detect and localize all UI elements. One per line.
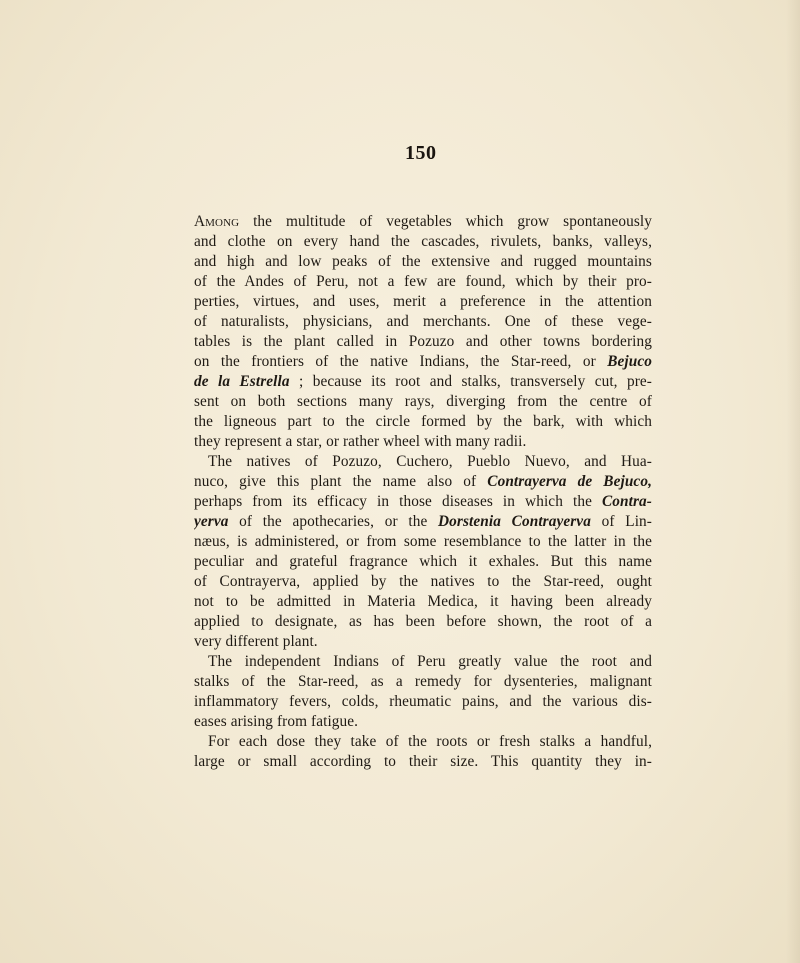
italic-term: Contra- — [601, 493, 652, 510]
text-line: eases arising from fatigue. — [194, 713, 359, 730]
text-span: the multitude of vegetables which grow spontaneously — [239, 213, 652, 230]
text-line: and clothe on every hand the cascades, rivulets, banks, valleys, — [194, 233, 652, 250]
text-line — [194, 512, 652, 532]
paragraph-start-line: The natives of Pozuzo, Cuchero, Pueblo Nuevo, and Hua- — [208, 453, 652, 470]
text-line: the ligneous part to the circle formed by the bark, with which — [194, 413, 652, 430]
text-line: of Contrayerva, applied by the natives to the Star-reed, ought — [194, 573, 652, 590]
text-line — [194, 352, 652, 372]
text-span: nuco, give this plant the name also of — [194, 473, 488, 490]
text-line — [194, 472, 652, 492]
text-line: stalks of the Star-reed, as a remedy for dysenteries, malignant — [194, 673, 652, 690]
italic-term: yerva — [194, 513, 229, 530]
italic-term: Dorstenia Contrayerva — [438, 513, 591, 530]
italic-term: Bejuco — [607, 353, 652, 370]
text-span: of Lin- — [590, 513, 652, 530]
paragraph-start-line: For each dose they take of the roots or fresh stalks a handful, — [208, 733, 652, 750]
italic-term: Contrayerva de Bejuco, — [487, 473, 652, 490]
text-line: of naturalists, physicians, and merchants. One of these vege- — [194, 313, 652, 330]
text-line: they represent a star, or rather wheel with many radii. — [194, 433, 527, 450]
italic-term: de la Estrella — [194, 373, 290, 390]
text-line: tables is the plant called in Pozuzo and other towns bordering — [194, 333, 652, 350]
text-line: sent on both sections many rays, diverging from the centre of — [194, 393, 652, 410]
text-line: inflammatory fevers, colds, rheumatic pains, and the various dis- — [194, 693, 652, 710]
text-span: ; because its root and stalks, transversely cut, pre- — [289, 373, 652, 390]
text-line: not to be admitted in Materia Medica, it having been already — [194, 593, 652, 610]
text-span: perhaps from its efficacy in those diseases in which the — [194, 493, 602, 510]
text-line: of the Andes of Peru, not a few are found, which by their pro- — [194, 273, 652, 290]
text-line: perties, virtues, and uses, merit a preference in the attention — [194, 293, 652, 310]
page-edge-shadow — [786, 0, 800, 963]
text-line — [194, 372, 652, 392]
text-line: very different plant. — [194, 633, 318, 650]
text-span: on the frontiers of the native Indians, the Star-reed, or — [194, 353, 608, 370]
text-span: of the apothecaries, or the — [228, 513, 439, 530]
text-line: peculiar and grateful fragrance which it exhales. But this name — [194, 553, 652, 570]
text-line: large or small according to their size. This quantity they in- — [194, 753, 652, 770]
paragraph-start-line: The independent Indians of Peru greatly value the root and — [208, 653, 652, 670]
text-line — [194, 492, 652, 512]
page-number: 150 — [405, 142, 437, 164]
text-line — [194, 212, 652, 232]
text-line: applied to designate, as has been before shown, the root of a — [194, 613, 652, 630]
text-line: næus, is administered, or from some resemblance to the latter in the — [194, 533, 652, 550]
text-line: and high and low peaks of the extensive and rugged mountains — [194, 253, 652, 270]
opening-word: Among — [194, 213, 240, 230]
